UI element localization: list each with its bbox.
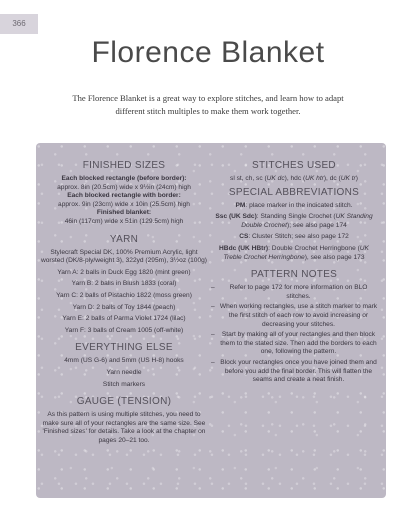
yarn-item: Yarn D: 2 balls of Toy 1844 (peach) [72, 303, 176, 311]
pattern-note: – Block your rectangles once you have joined them and before you add the final border. This will flatten the seams and create a neat finish. [211, 358, 377, 384]
yarn-item: Yarn A: 2 balls in Duck Egg 1820 (mint green) [57, 268, 191, 276]
finished-blanket-label: Finished blanket: [96, 209, 152, 217]
pattern-note: – When working rectangles, use a stitch marker to mark the first stitch of each row to avoid increasing or decreasing your stitches. [211, 303, 378, 328]
pattern-notes-list [210, 284, 378, 385]
right-column [210, 160, 378, 387]
yarn-heading: YARN [109, 233, 139, 245]
abbrev-cs: CS: Cluster Stitch; see also page 172 [239, 233, 349, 241]
yarn-item: Yarn F: 3 balls of Cream 1005 (off-white) [64, 326, 184, 334]
yarn-item: Yarn E: 2 balls of Parma Violet 1724 (lilac) [62, 315, 186, 323]
intro-paragraph: The Florence Blanket is a great way to explore stitches, and learn how to adapt different stitch multiples to make them work together. [72, 93, 344, 116]
gauge-text: As this pattern is using multiple stitches, you need to make sure all of your rectangles are the same size. See 'Finished sizes' for details. Take a look at the chapter on pages 20–21 too. [42, 411, 206, 444]
pattern-notes-heading: PATTERN NOTES [250, 269, 338, 281]
supply-item: 4mm (US G-6) and 5mm (US H-8) hooks [64, 357, 184, 365]
pattern-note: – Start by making all of your rectangles and then block them to the stated size. Then add the borders to each one, following the pattern. [211, 331, 377, 356]
finished-sizes-heading: FINISHED SIZES [82, 160, 166, 171]
everything-else-heading: EVERYTHING ELSE [75, 342, 173, 354]
page-title: Florence Blanket [91, 36, 325, 69]
abbrev-pm: PM: place marker in the indicated stitch. [235, 201, 353, 209]
gauge-heading: GAUGE (TENSION) [76, 396, 172, 408]
special-abbreviations-heading: SPECIAL ABBREVIATIONS [228, 186, 360, 198]
pattern-note: – Refer to page 172 for more information on BLO stitches. [211, 284, 368, 300]
blocked-before-label: Each blocked rectangle (before border): [61, 175, 187, 182]
supply-item: Stitch markers [102, 380, 146, 388]
abbrev-hbdc: HBdc (UK HBtr): Double Crochet Herringbone (UK Treble Crochet Herringbone), see also page 173 [219, 244, 369, 261]
yarn-item: Yarn B: 2 balls in Blush 1833 (coral) [71, 280, 177, 288]
blocked-before-value: approx. 8in (20.5cm) wide x 9½in (24cm) high [57, 183, 191, 191]
page-number: 366 [0, 14, 38, 34]
abbrev-ssc: Ssc (UK Sdc): Standing Single Crochet (UK Standing Double Crochet); see also page 174 [215, 213, 373, 229]
blocked-with-label: Each blocked rectangle with border: [67, 192, 181, 200]
finished-blanket-value: 46in (117cm) wide x 51in (129.5cm) high [64, 217, 184, 225]
stitches-used-heading: STITCHES USED [252, 160, 336, 171]
supply-item: Yarn needle [106, 368, 142, 376]
left-column [40, 160, 208, 445]
stitches-used-text: sl st, ch, sc (UK dc), hdc (UK htr), dc (UK tr) [230, 175, 358, 182]
yarn-item: Yarn C: 2 balls of Pistachio 1822 (moss green) [56, 291, 192, 299]
yarn-description: Stylecraft Special DK, 100% Premium Acrylic, light worsted (DK/8-ply/weight 3), 322yd (295m), 3½oz (100g) [40, 248, 208, 265]
blocked-with-value: approx. 9in (23cm) wide x 10in (25.5cm) high [58, 200, 190, 208]
